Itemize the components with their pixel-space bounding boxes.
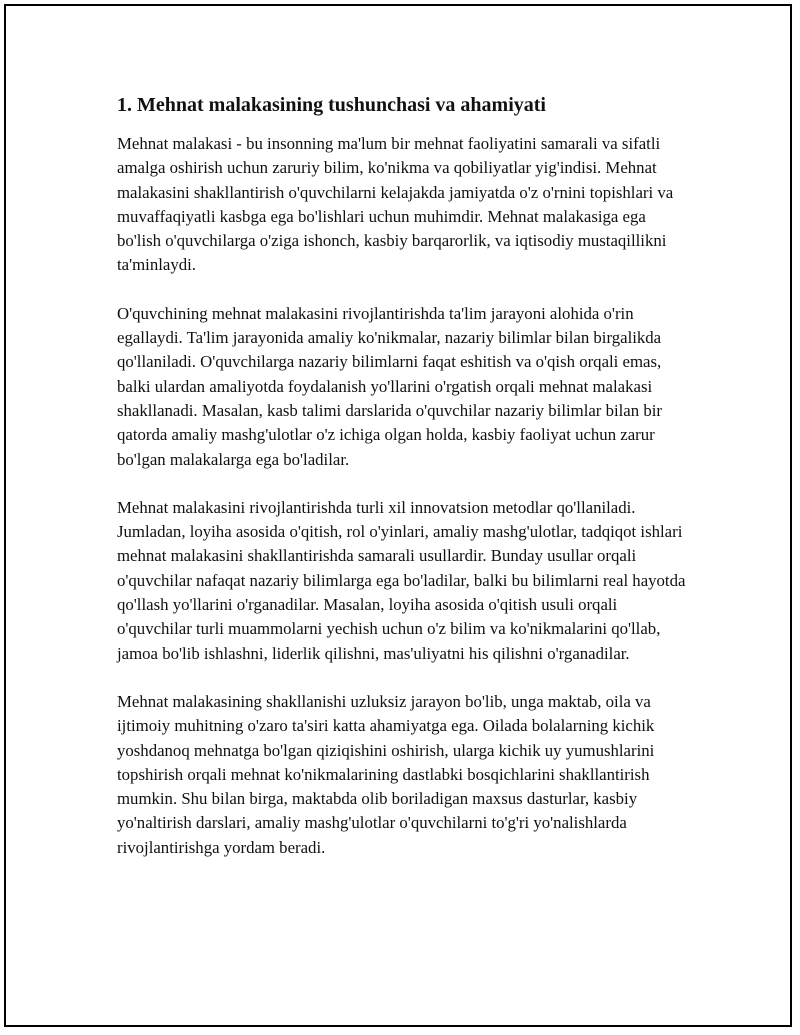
document-body (117, 92, 689, 884)
section-heading: 1. Mehnat malakasining tushunchasi va ahamiyati (117, 94, 546, 116)
paragraph-3: Mehnat malakasini rivojlantirishda turli xil innovatsion metodlar qo'llaniladi. Jumladan, loyiha asosida o'qitish, rol o'yinlari, amaliy mashg'ulotlar, tadqiqot ishlari mehnat malakasini shakllantirishda samarali usullardir. Bunday usullar orqali o'quvchilar nafaqat nazariy bilimlarga ega bo'ladilar, balki bu bilimlarni real hayotda qo'llash yo'llarini o'rganadilar. Masalan, loyiha asosida o'qitish usuli orqali o'quvchilar turli muammolarni yechish uchun o'z bilim va ko'nikmalarini qo'llab, jamoa bo'lib ishlashni, liderlik qilishni, mas'uliyatni his qilishni o'rganadilar. (117, 497, 686, 663)
paragraph-2: O'quvchining mehnat malakasini rivojlantirishda ta'lim jarayoni alohida o'rin egallaydi. Ta'lim jarayonida amaliy ko'nikmalar, nazariy bilimlar bilan birgalikda qo'llaniladi. O'quvchilarga nazariy bilimlarni faqat eshitish va o'qish orqali emas, balki ulardan amaliyotda foydalanish yo'llarini o'rgatish orqali mehnat malakasi shakllanadi. Masalan, kasb talimi darslarida o'quvchilar nazariy bilimlar bilan bir qatorda amaliy mashg'ulotlar o'z ichiga olgan holda, kasbiy faoliyat uchun zarur bo'lgan malakalarga ega bo'ladilar. (117, 303, 662, 469)
paragraph-4: Mehnat malakasining shakllanishi uzluksiz jarayon bo'lib, unga maktab, oila va ijtimoiy muhitning o'zaro ta'siri katta ahamiyatga ega. Oilada bolalarning kichik yoshdanoq mehnatga bo'lgan qiziqishini oshirish, ularga kichik uy yumushlarini topshirish orqali mehnat ko'nikmalarining dastlabki bosqichlarini shakllantirish mumkin. Shu bilan birga, maktabda olib boriladigan maxsus dasturlar, kasbiy yo'naltirish darslari, amaliy mashg'ulotlar o'quvchilarni to'g'ri yo'nalishlarda rivojlantirishga yordam beradi. (117, 691, 655, 857)
paragraph-1: Mehnat malakasi - bu insonning ma'lum bir mehnat faoliyatini samarali va sifatli amalga oshirish uchun zaruriy bilim, ko'nikma va qobiliyatlar yig'indisi. Mehnat malakasini shakllantirish o'quvchilarni kelajakda jamiyatda o'z o'rnini topishlari va muvaffaqiyatli kasbga ega bo'lishlari uchun muhimdir. Mehnat malakasiga ega bo'lish o'quvchilarga o'ziga ishonch, kasbiy barqarorlik, va iqtisodiy mustaqillikni ta'minlaydi. (117, 134, 674, 275)
